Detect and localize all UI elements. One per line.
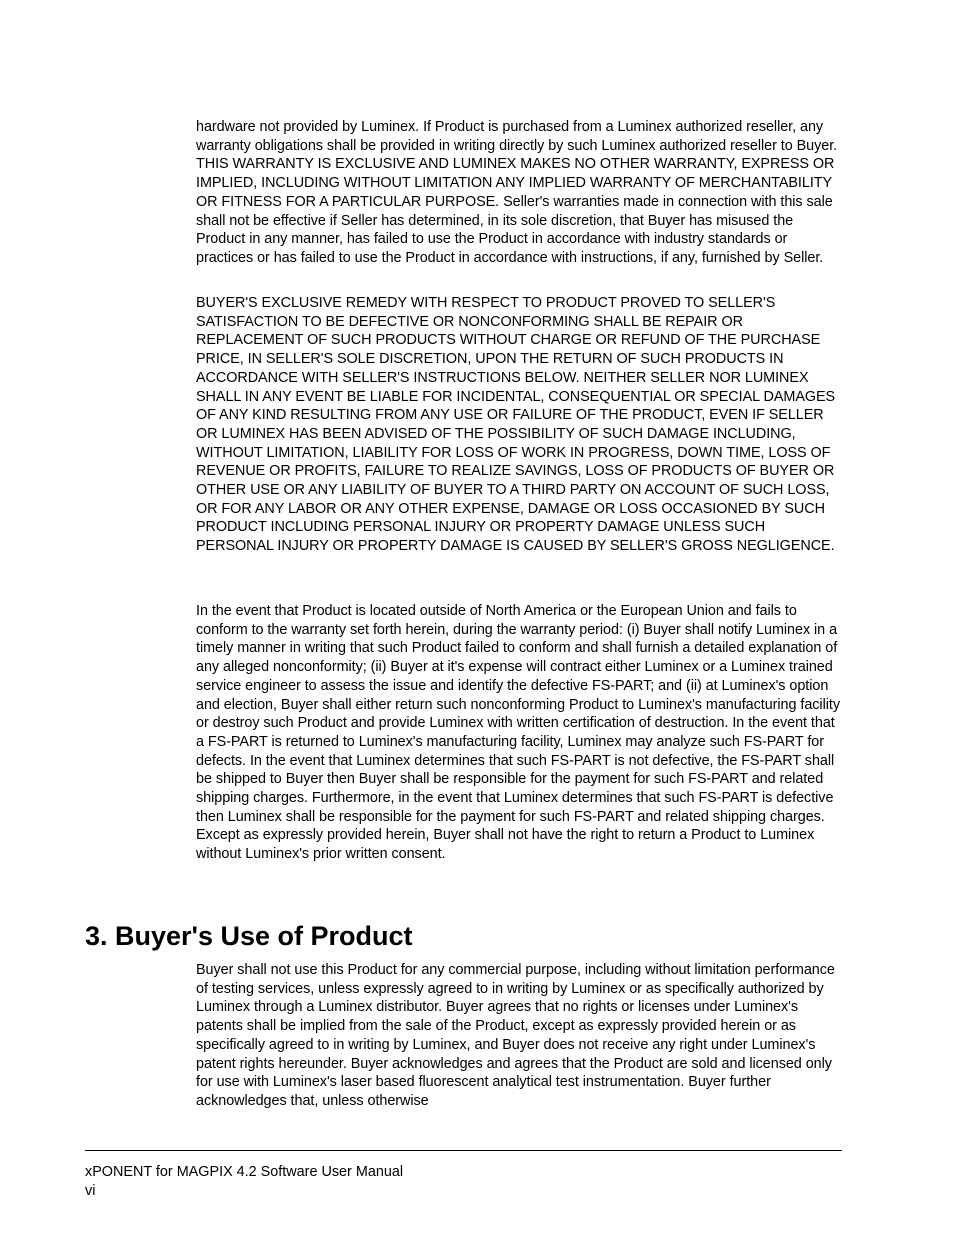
footer-manual-title: xPONENT for MAGPIX 4.2 Software User Manual xyxy=(85,1164,404,1180)
buyers-use-paragraph: Buyer shall not use this Product for any commercial purpose, including without limitation performance of testing services, unless expressly agreed to in writing by Luminex or as specifically authorized by Luminex through a Luminex distributor. Buyer agrees that no rights or licenses under Luminex's patents shall be implied from the sale of the Product, except as expressly provided herein or as specifically agreed to in writing by Luminex, and Buyer does not receive any right under Luminex's patent rights hereunder. Buyer acknowledges and agrees that the Product are sold and licensed only for use with Luminex's laser based fluorescent analytical test instrumentation. Buyer further acknowledges that, unless otherwise xyxy=(196,962,835,1109)
warranty-paragraph: hardware not provided by Luminex. If Product is purchased from a Luminex authorized reseller, any warranty obligations shall be provided in writing directly by such Luminex authorized reseller to Buyer. THIS WARRANTY IS EXCLUSIVE AND LUMINEX MAKES NO OTHER WARRANTY, EXPRESS OR IMPLIED, INCLUDING WITHOUT LIMITATION ANY IMPLIED WARRANTY OF MERCHANTABILITY OR FITNESS FOR A PARTICULAR PURPOSE. Seller's warranties made in connection with this sale shall not be effective if Seller has determined, in its sole discretion, that Buyer has misused the Product in any manner, has failed to use the Product in accordance with industry standards or practices or has failed to use the Product in accordance with instructions, if any, furnished by Seller. xyxy=(196,119,838,266)
outside-region-paragraph: In the event that Product is located outside of North America or the European Union and fails to conform to the warranty set forth herein, during the warranty period: (i) Buyer shall notify Luminex in a timely manner in writing that such Product failed to conform and shall furnish a detailed explanation of any alleged nonconformity; (ii) Buyer at it's expense will contract either Luminex or a Luminex trained service engineer to assess the issue and identify the defective FS-PART; and (ii) at Luminex's option and election, Buyer shall either return such nonconforming Product to Luminex's manufacturing facility or destroy such Product and provide Luminex with written certification of destruction. In the event that a FS-PART is returned to Luminex's manufacturing facility, Luminex may analyze such FS-PART for defects. In the event that Luminex determines that such FS-PART is not defective, the FS-PART shall be shipped to Buyer then Buyer shall be responsible for the payment for such FS-PART and related shipping charges. Furthermore, in the event that Luminex determines that such FS-PART is defective then Luminex shall be responsible for the payment for such FS-PART and related shipping charges. Except as expressly provided herein, Buyer shall not have the right to return a Product to Luminex without Luminex's prior written consent. xyxy=(196,603,840,863)
section-heading: 3. Buyer's Use of Product xyxy=(85,921,413,951)
footer-divider xyxy=(85,1150,842,1151)
exclusive-remedy-paragraph: BUYER'S EXCLUSIVE REMEDY WITH RESPECT TO PRODUCT PROVED TO SELLER'S SATISFACTION TO BE DEFECTIVE OR NONCONFORMING SHALL BE REPAIR OR REPLACEMENT OF SUCH PRODUCTS WITHOUT CHARGE OR REFUND OF THE PURCHASE PRICE, IN SELLER'S SOLE DISCRETION, UPON THE RETURN OF SUCH PRODUCTS IN ACCORDANCE WITH SELLER'S INSTRUCTIONS BELOW. NEITHER SELLER NOR LUMINEX SHALL IN ANY EVENT BE LIABLE FOR INCIDENTAL, CONSEQUENTIAL OR SPECIAL DAMAGES OF ANY KIND RESULTING FROM ANY USE OR FAILURE OF THE PRODUCT, EVEN IF SELLER OR LUMINEX HAS BEEN ADVISED OF THE POSSIBILITY OF SUCH DAMAGE INCLUDING, WITHOUT LIMITATION, LIABILITY FOR LOSS OF WORK IN PROGRESS, DOWN TIME, LOSS OF REVENUE OR PROFITS, FAILURE TO REALIZE SAVINGS, LOSS OF PRODUCTS OF BUYER OR OTHER USE OR ANY LIABILITY OF BUYER TO A THIRD PARTY ON ACCOUNT OF SUCH LOSS, OR FOR ANY LABOR OR ANY OTHER EXPENSE, DAMAGE OR LOSS OCCASIONED BY SUCH PRODUCT INCLUDING PERSONAL INJURY OR PROPERTY DAMAGE UNLESS SUCH PERSONAL INJURY OR PROPERTY DAMAGE IS CAUSED BY SELLER'S GROSS NEGLIGENCE. xyxy=(196,295,836,555)
footer-page-number: vi xyxy=(85,1183,96,1199)
